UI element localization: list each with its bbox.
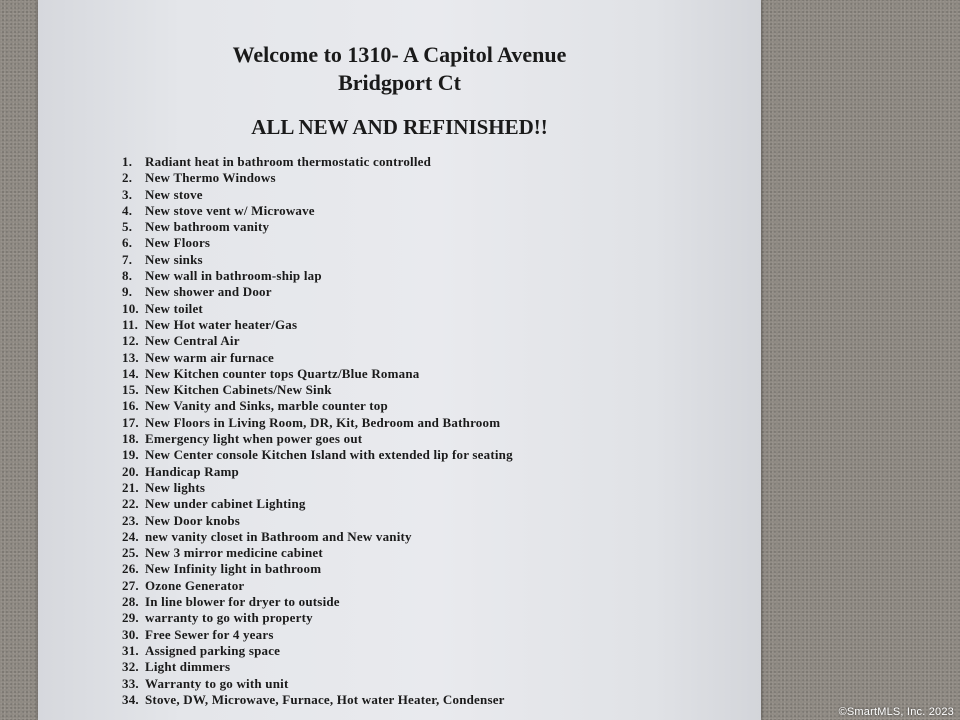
list-item-text: New Center console Kitchen Island with extended lip for seating xyxy=(145,447,513,463)
list-item-number: 10. xyxy=(122,300,139,316)
list-item-text: New Door knobs xyxy=(145,512,241,528)
list-item xyxy=(122,187,513,203)
list-item-text: New Vanity and Sinks, marble counter top xyxy=(145,398,388,414)
list-item-text: Light dimmers xyxy=(145,659,231,675)
list-item xyxy=(122,627,513,643)
list-item-text: New 3 mirror medicine cabinet xyxy=(145,545,323,561)
list-item-text: New wall in bathroom-ship lap xyxy=(145,268,322,284)
list-item-number: 3. xyxy=(122,186,133,202)
list-item-number: 30. xyxy=(122,626,139,642)
list-item-number: 19. xyxy=(122,447,139,463)
list-item-number: 20. xyxy=(122,463,139,479)
list-item-number: 9. xyxy=(122,284,133,300)
list-item-number: 8. xyxy=(122,268,133,284)
list-item xyxy=(122,219,513,235)
list-item-text: New Kitchen counter tops Quartz/Blue Romana xyxy=(145,365,420,381)
list-item-text: warranty to go with property xyxy=(145,610,313,626)
list-item-text: new vanity closet in Bathroom and New vanity xyxy=(145,528,412,544)
paper-sheet xyxy=(38,0,761,720)
list-item-text: New stove xyxy=(145,186,203,202)
list-item-text: Assigned parking space xyxy=(145,642,281,658)
list-item-number: 13. xyxy=(122,349,139,365)
list-item-text: New shower and Door xyxy=(145,284,272,300)
list-item-number: 15. xyxy=(122,382,139,398)
list-item-number: 5. xyxy=(122,219,133,235)
list-item-text: In line blower for dryer to outside xyxy=(145,594,340,610)
list-item-number: 28. xyxy=(122,594,139,610)
list-item-text: Handicap Ramp xyxy=(145,463,239,479)
list-item xyxy=(122,366,513,382)
list-item-text: Stove, DW, Microwave, Furnace, Hot water Heater, Condenser xyxy=(145,691,505,707)
list-item xyxy=(122,496,513,512)
list-item-text: New warm air furnace xyxy=(145,349,275,365)
list-item-text: New Kitchen Cabinets/New Sink xyxy=(145,382,332,398)
list-item xyxy=(122,333,513,349)
list-item-number: 12. xyxy=(122,333,139,349)
list-item-text: New bathroom vanity xyxy=(145,219,270,235)
list-item-number: 27. xyxy=(122,577,139,593)
list-item-number: 29. xyxy=(122,610,139,626)
title-line-1: Welcome to 1310- A Capitol Avenue xyxy=(232,42,567,67)
list-item-number: 21. xyxy=(122,479,139,495)
list-item-text: New stove vent w/ Microwave xyxy=(145,202,315,218)
list-item-number: 22. xyxy=(122,496,139,512)
list-item xyxy=(122,692,513,708)
list-item-text: New Infinity light in bathroom xyxy=(145,561,322,577)
list-item xyxy=(122,447,513,463)
list-item-number: 34. xyxy=(122,691,139,707)
headline: ALL NEW AND REFINISHED!! xyxy=(251,115,548,139)
list-item xyxy=(122,268,513,284)
list-item-number: 17. xyxy=(122,414,139,430)
list-item xyxy=(122,578,513,594)
list-item xyxy=(122,480,513,496)
list-item-number: 31. xyxy=(122,642,139,658)
list-item-text: New Central Air xyxy=(145,333,240,349)
list-item-number: 16. xyxy=(122,398,139,414)
list-item xyxy=(122,301,513,317)
list-item xyxy=(122,398,513,414)
list-item xyxy=(122,464,513,480)
list-item-number: 23. xyxy=(122,512,139,528)
list-item xyxy=(122,610,513,626)
list-item-number: 11. xyxy=(122,316,139,332)
list-item xyxy=(122,235,513,251)
list-item-text: New Floors in Living Room, DR, Kit, Bedroom and Bathroom xyxy=(145,414,501,430)
feature-list xyxy=(122,154,513,708)
list-item xyxy=(122,284,513,300)
list-item xyxy=(122,676,513,692)
list-item-text: New Floors xyxy=(145,235,211,251)
list-item xyxy=(122,431,513,447)
list-item xyxy=(122,659,513,675)
list-item-text: Ozone Generator xyxy=(145,577,245,593)
copyright-watermark: ©SmartMLS, Inc. 2023 xyxy=(838,706,954,718)
list-item xyxy=(122,643,513,659)
list-item-number: 25. xyxy=(122,545,139,561)
list-item-number: 24. xyxy=(122,528,139,544)
list-item-text: New sinks xyxy=(145,251,203,267)
list-item-number: 7. xyxy=(122,251,133,267)
list-item-text: Free Sewer for 4 years xyxy=(145,626,274,642)
list-item-number: 6. xyxy=(122,235,133,251)
list-item-number: 26. xyxy=(122,561,139,577)
list-item-number: 1. xyxy=(122,154,133,169)
list-item-text: New Hot water heater/Gas xyxy=(145,316,298,332)
list-item xyxy=(122,252,513,268)
list-item xyxy=(122,170,513,186)
list-item xyxy=(122,529,513,545)
list-item-text: New toilet xyxy=(145,300,203,316)
list-item xyxy=(122,561,513,577)
list-item xyxy=(122,594,513,610)
list-item-text: Radiant heat in bathroom thermostatic controlled xyxy=(145,154,432,169)
list-item xyxy=(122,350,513,366)
list-item xyxy=(122,415,513,431)
list-item-number: 4. xyxy=(122,202,133,218)
title-line-2: Bridgport Ct xyxy=(338,70,461,95)
list-item xyxy=(122,382,513,398)
list-item xyxy=(122,203,513,219)
list-item xyxy=(122,513,513,529)
list-item-number: 2. xyxy=(122,170,133,186)
list-item-number: 18. xyxy=(122,431,139,447)
list-item-number: 33. xyxy=(122,675,139,691)
list-item-text: New under cabinet Lighting xyxy=(145,496,306,512)
list-item-number: 14. xyxy=(122,365,139,381)
list-item xyxy=(122,154,513,170)
list-item xyxy=(122,545,513,561)
list-item-number: 32. xyxy=(122,659,139,675)
list-item-text: Emergency light when power goes out xyxy=(145,431,363,447)
list-item-text: New lights xyxy=(145,479,206,495)
list-item xyxy=(122,317,513,333)
list-item-text: New Thermo Windows xyxy=(145,170,276,186)
list-item-text: Warranty to go with unit xyxy=(145,675,289,691)
